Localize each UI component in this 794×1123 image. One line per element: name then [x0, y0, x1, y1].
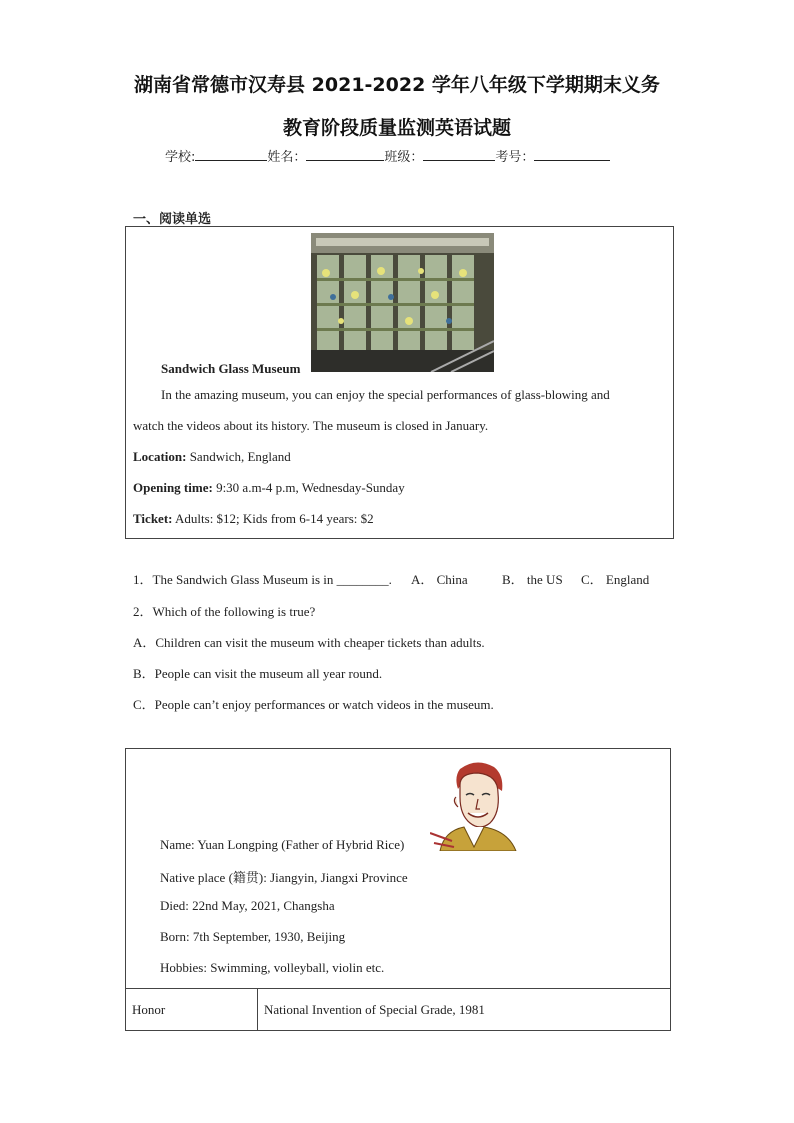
glass-museum-photo [311, 233, 494, 372]
q1-stem: 1．The Sandwich Glass Museum is in ________. [133, 572, 392, 587]
bio-hobbies: Hobbies: Swimming, volleyball, violin etc. [160, 960, 385, 975]
honor-value: National Invention of Special Grade, 1981 [264, 1002, 485, 1017]
location-value: Sandwich, England [186, 449, 291, 464]
honor-row-divider [125, 988, 671, 989]
school-label: 学校: [165, 150, 196, 165]
q2-stem: 2．Which of the following is true? [133, 604, 316, 619]
id-label: 考号： [495, 150, 535, 165]
q1-option-c[interactable]: C． England [581, 572, 650, 587]
yuan-longping-portrait [430, 757, 522, 851]
ticket-value: Adults: $12; Kids from 6-14 years: $2 [172, 511, 374, 526]
id-blank[interactable] [534, 146, 610, 161]
passage1-line2: watch the videos about its history. The museum is closed in January. [133, 418, 489, 433]
student-info-line [165, 146, 610, 165]
opening-value: 9:30 a.m-4 p.m, Wednesday-Sunday [212, 480, 405, 495]
page-title-line1: 湖南省常德市汉寿县 2021-2022 学年八年级下学期期末义务 [134, 74, 660, 96]
page-title-line2: 教育阶段质量监测英语试题 [282, 117, 511, 139]
q2-option-c[interactable]: C．People can’t enjoy performances or watch videos in the museum. [133, 697, 494, 712]
opening-line [133, 480, 405, 496]
bio-born: Born: 7th September, 1930, Beijing [160, 929, 346, 944]
ticket-label: Ticket: [133, 511, 173, 526]
bio-name: Name: Yuan Longping (Father of Hybrid Rice) [160, 837, 405, 852]
name-blank[interactable] [306, 146, 384, 161]
opening-label: Opening time: [133, 480, 213, 495]
passage1-title: Sandwich Glass Museum [161, 361, 301, 376]
honor-column-divider [257, 988, 258, 1031]
bio-native-place: Native place (籍贯): Jiangyin, Jiangxi Province [160, 870, 408, 885]
q2-option-b[interactable]: B．People can visit the museum all year round. [133, 666, 383, 681]
section-heading: 一、阅读单选 [133, 212, 212, 227]
bio-died: Died: 22nd May, 2021, Changsha [160, 898, 335, 913]
class-blank[interactable] [423, 146, 495, 161]
q1-option-a[interactable]: A． China [411, 572, 468, 587]
q1-option-b[interactable]: B． the US [502, 572, 563, 587]
school-blank[interactable] [195, 146, 267, 161]
q2-option-a[interactable]: A．Children can visit the museum with cheaper tickets than adults. [133, 635, 485, 650]
location-label: Location: [133, 449, 187, 464]
ticket-line [133, 511, 374, 527]
class-label: 班级： [384, 150, 424, 165]
passage1-line1: In the amazing museum, you can enjoy the special performances of glass-blowing and [161, 387, 610, 402]
location-line [133, 449, 291, 465]
honor-label: Honor [132, 1002, 166, 1017]
name-label: 姓名： [267, 150, 307, 165]
